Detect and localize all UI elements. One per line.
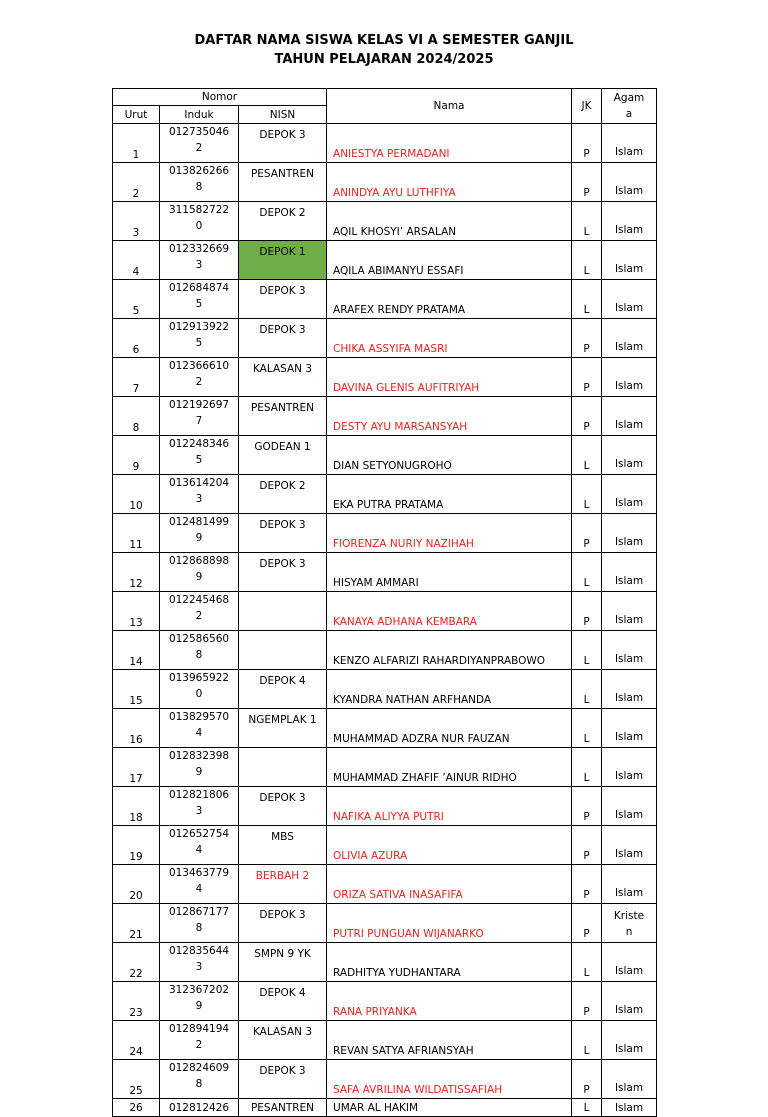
cell-agama: [602, 358, 657, 397]
cell-urut: 17: [113, 748, 160, 787]
cell-jk: P: [572, 163, 602, 202]
cell-agama: [602, 1099, 657, 1117]
induk-line2: 8: [195, 649, 203, 661]
cell-jk: P: [572, 826, 602, 865]
table-row: [113, 358, 657, 397]
cell-jk: L: [572, 241, 602, 280]
induk-line2: 4: [195, 727, 203, 739]
cell-induk: [160, 475, 239, 514]
cell-nisn: DEPOK 3: [239, 553, 327, 592]
cell-agama: [602, 982, 657, 1021]
agama-line1: Islam: [614, 1043, 644, 1055]
cell-induk: [160, 631, 239, 670]
induk-line2: 8: [195, 181, 203, 193]
agama-line1: Islam: [614, 341, 644, 353]
cell-urut: 26: [113, 1099, 160, 1117]
header-nama: Nama: [327, 89, 572, 124]
cell-jk: P: [572, 358, 602, 397]
agama-line1: Islam: [614, 458, 644, 470]
cell-induk: [160, 280, 239, 319]
induk-line1: 012684874: [168, 282, 230, 294]
cell-nama: SAFA AVRILINA WILDATISSAFIAH: [327, 1060, 572, 1099]
cell-jk: P: [572, 397, 602, 436]
agama-line1: Islam: [614, 653, 644, 665]
cell-agama: [602, 280, 657, 319]
cell-nisn: KALASAN 3: [239, 1021, 327, 1060]
cell-urut: 16: [113, 709, 160, 748]
induk-line2: 9: [195, 766, 203, 778]
cell-nama: DIAN SETYONUGROHO: [327, 436, 572, 475]
induk-line1: 012652754: [168, 828, 230, 840]
cell-jk: P: [572, 1060, 602, 1099]
induk-line1: 012894194: [168, 1023, 230, 1035]
induk-line2: 5: [195, 298, 203, 310]
header-agama: [602, 89, 657, 124]
title-line-1: DAFTAR NAMA SISWA KELAS VI A SEMESTER GANJIL: [194, 33, 574, 48]
induk-line1: 013463779: [168, 867, 230, 879]
header-induk: Induk: [160, 106, 239, 124]
induk-line2: 5: [195, 337, 203, 349]
cell-urut: 20: [113, 865, 160, 904]
cell-urut: 6: [113, 319, 160, 358]
induk-line1: 012332669: [168, 243, 230, 255]
induk-line2: 3: [195, 961, 203, 973]
cell-urut: 25: [113, 1060, 160, 1099]
cell-nisn: DEPOK 4: [239, 982, 327, 1021]
cell-nisn: DEPOK 3: [239, 124, 327, 163]
table-row: [113, 514, 657, 553]
table-row: [113, 124, 657, 163]
agama-line1: Islam: [614, 575, 644, 587]
cell-agama: [602, 592, 657, 631]
cell-nisn: KALASAN 3: [239, 358, 327, 397]
cell-urut: 12: [113, 553, 160, 592]
cell-urut: 9: [113, 436, 160, 475]
cell-nama: HISYAM AMMARI: [327, 553, 572, 592]
cell-nisn: PESANTREN: [239, 1099, 327, 1117]
cell-jk: P: [572, 514, 602, 553]
cell-jk: P: [572, 982, 602, 1021]
cell-induk: [160, 163, 239, 202]
cell-nama: DESTY AYU MARSANSYAH: [327, 397, 572, 436]
cell-nisn: PESANTREN: [239, 163, 327, 202]
cell-urut: 18: [113, 787, 160, 826]
cell-nama: AQILA ABIMANYU ESSAFI: [327, 241, 572, 280]
agama-line1: Islam: [614, 848, 644, 860]
table-row: [113, 1060, 657, 1099]
cell-induk: [160, 202, 239, 241]
agama-line1: Islam: [614, 887, 644, 899]
cell-urut: 1: [113, 124, 160, 163]
table-row: [113, 475, 657, 514]
induk-line2: 5: [195, 454, 203, 466]
table-row: [113, 397, 657, 436]
cell-induk: [160, 319, 239, 358]
cell-urut: 3: [113, 202, 160, 241]
induk-line1: 012812426: [168, 1101, 230, 1114]
header-nomor: Nomor: [113, 89, 327, 106]
cell-nisn: DEPOK 1: [239, 241, 327, 280]
cell-nama: KENZO ALFARIZI RAHARDIYANPRABOWO: [327, 631, 572, 670]
cell-nisn: [239, 748, 327, 787]
cell-urut: 8: [113, 397, 160, 436]
cell-induk: [160, 241, 239, 280]
table-row: [113, 163, 657, 202]
cell-nama: FIORENZA NURIY NAZIHAH: [327, 514, 572, 553]
cell-nisn: MBS: [239, 826, 327, 865]
induk-line2: 4: [195, 883, 203, 895]
cell-nama: MUHAMMAD ZHAFIF ’AINUR RIDHO: [327, 748, 572, 787]
table-row: [113, 1099, 657, 1117]
agama-line1: Islam: [614, 1004, 644, 1016]
agama-line1: Islam: [614, 497, 644, 509]
cell-agama: [602, 865, 657, 904]
induk-line2: 0: [195, 688, 203, 700]
header-nisn: NISN: [239, 106, 327, 124]
induk-line2: 9: [195, 1000, 203, 1012]
induk-line1: 012868898: [168, 555, 230, 567]
cell-jk: P: [572, 904, 602, 943]
agama-line1: Islam: [614, 302, 644, 314]
induk-line2: 8: [195, 1078, 203, 1090]
cell-induk: [160, 709, 239, 748]
agama-line1: Islam: [614, 770, 644, 782]
cell-induk: [160, 397, 239, 436]
induk-line2: 2: [195, 142, 203, 154]
cell-jk: P: [572, 124, 602, 163]
cell-nisn: [239, 631, 327, 670]
induk-line1: 012586560: [168, 633, 230, 645]
cell-jk: L: [572, 553, 602, 592]
table-row: [113, 709, 657, 748]
cell-nama: RADHITYA YUDHANTARA: [327, 943, 572, 982]
induk-line2: 3: [195, 805, 203, 817]
header-jk: JK: [572, 89, 602, 124]
cell-agama: [602, 787, 657, 826]
cell-nisn: DEPOK 3: [239, 787, 327, 826]
cell-nama: ANIESTYA PERMADANI: [327, 124, 572, 163]
table-row: [113, 241, 657, 280]
cell-agama: [602, 709, 657, 748]
cell-agama: [602, 943, 657, 982]
cell-nisn: DEPOK 3: [239, 514, 327, 553]
cell-agama: [602, 826, 657, 865]
agama-line1: Islam: [614, 185, 644, 197]
cell-jk: L: [572, 475, 602, 514]
cell-agama: [602, 319, 657, 358]
agama-line1: Kriste: [613, 910, 645, 922]
cell-jk: P: [572, 865, 602, 904]
cell-nama: PUTRI PUNGUAN WIJANARKO: [327, 904, 572, 943]
table-row: [113, 319, 657, 358]
cell-agama: [602, 397, 657, 436]
induk-line1: 012192697: [168, 399, 230, 411]
cell-induk: [160, 982, 239, 1021]
agama-line1: Islam: [614, 809, 644, 821]
cell-induk: [160, 1021, 239, 1060]
agama-line1: Islam: [614, 224, 644, 236]
table-row: [113, 982, 657, 1021]
table-row: [113, 826, 657, 865]
cell-agama: [602, 163, 657, 202]
cell-agama: [602, 1060, 657, 1099]
table-row: [113, 865, 657, 904]
induk-line1: 311582722: [168, 204, 230, 216]
induk-line2: 4: [195, 844, 203, 856]
cell-nama: DAVINA GLENIS AUFITRIYAH: [327, 358, 572, 397]
cell-induk: [160, 787, 239, 826]
cell-urut: 10: [113, 475, 160, 514]
cell-nisn: DEPOK 4: [239, 670, 327, 709]
table-row: [113, 592, 657, 631]
induk-line1: 012913922: [168, 321, 230, 333]
induk-line1: 312367202: [168, 984, 230, 996]
induk-line1: 012248346: [168, 438, 230, 450]
induk-line2: 3: [195, 493, 203, 505]
cell-urut: 7: [113, 358, 160, 397]
induk-line2: 2: [195, 376, 203, 388]
cell-nisn: DEPOK 3: [239, 904, 327, 943]
induk-line1: 012735046: [168, 126, 230, 138]
table-row: [113, 787, 657, 826]
table-row: [113, 943, 657, 982]
cell-induk: [160, 1099, 239, 1117]
agama-line1: Islam: [614, 146, 644, 158]
cell-urut: 13: [113, 592, 160, 631]
cell-urut: 14: [113, 631, 160, 670]
cell-nisn: SMPN 9 YK: [239, 943, 327, 982]
cell-jk: L: [572, 670, 602, 709]
cell-nama: ARAFEX RENDY PRATAMA: [327, 280, 572, 319]
cell-nama: KANAYA ADHANA KEMBARA: [327, 592, 572, 631]
cell-nama: ANINDYA AYU LUTHFIYA: [327, 163, 572, 202]
cell-induk: [160, 904, 239, 943]
cell-urut: 4: [113, 241, 160, 280]
cell-induk: [160, 592, 239, 631]
cell-induk: [160, 436, 239, 475]
cell-agama: [602, 748, 657, 787]
cell-nama: KYANDRA NATHAN ARFHANDA: [327, 670, 572, 709]
cell-nama: CHIKA ASSYIFA MASRI: [327, 319, 572, 358]
induk-line1: 012821806: [168, 789, 230, 801]
cell-induk: [160, 358, 239, 397]
agama-line1: Islam: [614, 614, 644, 626]
agama-line1: Islam: [614, 1082, 644, 1094]
cell-nisn: DEPOK 3: [239, 280, 327, 319]
cell-jk: P: [572, 319, 602, 358]
cell-nisn: DEPOK 3: [239, 319, 327, 358]
cell-induk: [160, 748, 239, 787]
induk-line2: 0: [195, 220, 203, 232]
induk-line2: 8: [195, 922, 203, 934]
agama-line1: Islam: [614, 536, 644, 548]
cell-agama: [602, 1021, 657, 1060]
induk-line1: 012824609: [168, 1062, 230, 1074]
cell-nama: REVAN SATYA AFRIANSYAH: [327, 1021, 572, 1060]
cell-nisn: NGEMPLAK 1: [239, 709, 327, 748]
cell-nisn: PESANTREN: [239, 397, 327, 436]
cell-induk: [160, 826, 239, 865]
induk-line2: 7: [195, 415, 203, 427]
induk-line1: 012481499: [168, 516, 230, 528]
agama-line1: Islam: [614, 1101, 644, 1114]
cell-urut: 23: [113, 982, 160, 1021]
cell-induk: [160, 865, 239, 904]
agama-line1: Islam: [614, 965, 644, 977]
header-urut: Urut: [113, 106, 160, 124]
cell-nisn: GODEAN 1: [239, 436, 327, 475]
cell-urut: 11: [113, 514, 160, 553]
cell-jk: P: [572, 592, 602, 631]
cell-urut: 21: [113, 904, 160, 943]
title-line-2: TAHUN PELAJARAN 2024/2025: [274, 52, 494, 67]
induk-line1: 012245468: [168, 594, 230, 606]
induk-line2: 2: [195, 1039, 203, 1051]
induk-line2: 2: [195, 610, 203, 622]
cell-agama: [602, 514, 657, 553]
agama-line2: n: [625, 926, 633, 938]
cell-jk: L: [572, 748, 602, 787]
table-row: [113, 904, 657, 943]
cell-jk: L: [572, 202, 602, 241]
cell-jk: L: [572, 631, 602, 670]
cell-induk: [160, 670, 239, 709]
cell-nama: NAFIKA ALIYYA PUTRI: [327, 787, 572, 826]
table-row: [113, 553, 657, 592]
student-table: [112, 88, 657, 1117]
cell-jk: L: [572, 1021, 602, 1060]
cell-urut: 5: [113, 280, 160, 319]
agama-line1: Islam: [614, 419, 644, 431]
induk-line1: 012867177: [168, 906, 230, 918]
table-row: [113, 1021, 657, 1060]
cell-agama: [602, 904, 657, 943]
cell-urut: 2: [113, 163, 160, 202]
induk-line1: 013826266: [168, 165, 230, 177]
cell-jk: P: [572, 787, 602, 826]
cell-agama: [602, 475, 657, 514]
cell-induk: [160, 1060, 239, 1099]
agama-line1: Islam: [614, 731, 644, 743]
agama-line1: Islam: [614, 263, 644, 275]
cell-induk: [160, 943, 239, 982]
cell-agama: [602, 553, 657, 592]
cell-agama: [602, 670, 657, 709]
cell-agama: [602, 202, 657, 241]
induk-line2: 9: [195, 532, 203, 544]
cell-urut: 19: [113, 826, 160, 865]
cell-nisn: DEPOK 2: [239, 202, 327, 241]
cell-induk: [160, 514, 239, 553]
cell-nisn: [239, 592, 327, 631]
cell-induk: [160, 553, 239, 592]
header-agama-line1: Agam: [613, 92, 645, 104]
table-row: [113, 280, 657, 319]
cell-urut: 24: [113, 1021, 160, 1060]
induk-line1: 012366610: [168, 360, 230, 372]
table-row: [113, 631, 657, 670]
table-row: [113, 436, 657, 475]
cell-nama: ORIZA SATIVA INASAFIFA: [327, 865, 572, 904]
cell-jk: L: [572, 436, 602, 475]
cell-jk: L: [572, 280, 602, 319]
header-agama-line2: a: [625, 108, 633, 120]
cell-nama: RANA PRIYANKA: [327, 982, 572, 1021]
induk-line1: 012835644: [168, 945, 230, 957]
induk-line2: 3: [195, 259, 203, 271]
table-row: [113, 670, 657, 709]
cell-agama: [602, 124, 657, 163]
cell-jk: L: [572, 709, 602, 748]
cell-nisn: BERBAH 2: [239, 865, 327, 904]
induk-line1: 013829570: [168, 711, 230, 723]
cell-nama: UMAR AL HAKIM: [327, 1099, 572, 1117]
cell-agama: [602, 436, 657, 475]
cell-urut: 15: [113, 670, 160, 709]
table-row: [113, 202, 657, 241]
induk-line1: 012832398: [168, 750, 230, 762]
agama-line1: Islam: [614, 380, 644, 392]
cell-nama: OLIVIA AZURA: [327, 826, 572, 865]
induk-line2: 9: [195, 571, 203, 583]
cell-nama: EKA PUTRA PRATAMA: [327, 475, 572, 514]
induk-line1: 013614204: [168, 477, 230, 489]
table-row: [113, 748, 657, 787]
cell-nisn: DEPOK 3: [239, 1060, 327, 1099]
cell-nama: AQIL KHOSYI’ ARSALAN: [327, 202, 572, 241]
induk-line1: 013965922: [168, 672, 230, 684]
cell-jk: L: [572, 943, 602, 982]
cell-agama: [602, 631, 657, 670]
cell-urut: 22: [113, 943, 160, 982]
cell-nama: MUHAMMAD ADZRA NUR FAUZAN: [327, 709, 572, 748]
agama-line1: Islam: [614, 692, 644, 704]
cell-nisn: DEPOK 2: [239, 475, 327, 514]
cell-induk: [160, 124, 239, 163]
cell-jk: L: [572, 1099, 602, 1117]
cell-agama: [602, 241, 657, 280]
